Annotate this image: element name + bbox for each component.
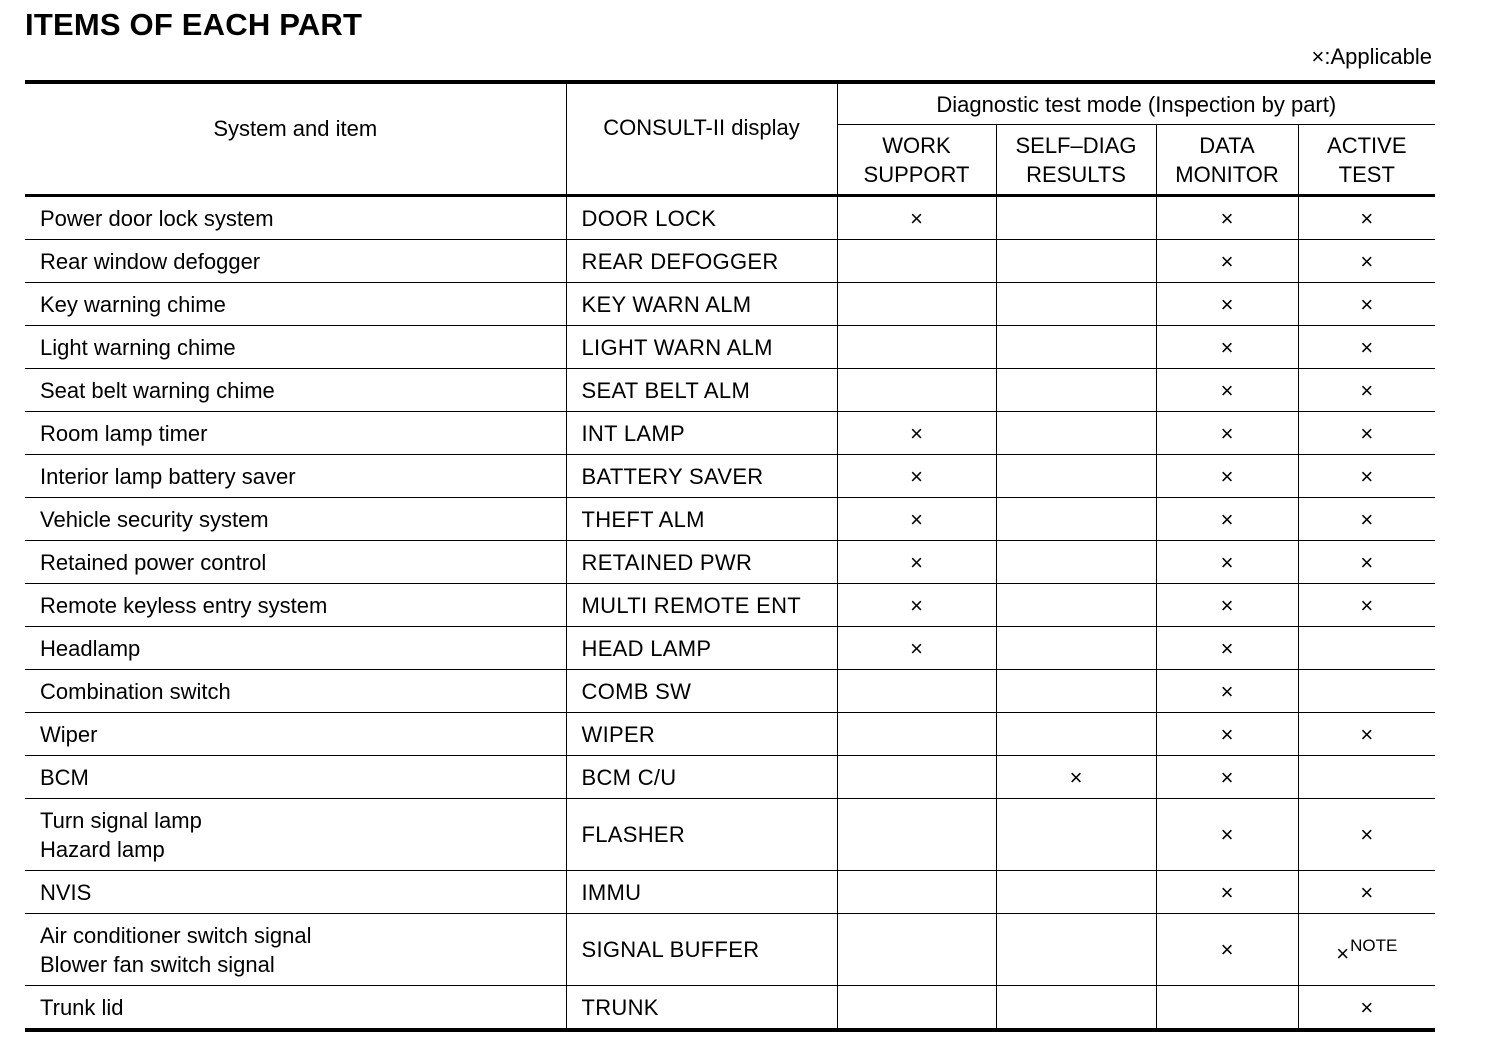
- applicable-mark: ×: [910, 635, 923, 661]
- cell-consult-display: SIGNAL BUFFER: [566, 914, 837, 986]
- cell-self-diag-results: [996, 240, 1156, 283]
- system-item-text: Trunk lid: [40, 994, 124, 1020]
- cell-active-test: [1298, 584, 1435, 627]
- cell-consult-display: FLASHER: [566, 799, 837, 871]
- table-row: [25, 455, 1435, 498]
- cell-active-test: [1298, 713, 1435, 756]
- table-row: [25, 240, 1435, 283]
- system-item-text: Hazard lamp: [40, 836, 165, 862]
- header-self-diag-results-line2: RESULTS: [1026, 161, 1126, 187]
- applicable-mark: ×: [1220, 291, 1234, 317]
- cell-self-diag-results: [996, 871, 1156, 914]
- cell-active-test: [1298, 986, 1435, 1031]
- table-row: [25, 369, 1435, 412]
- header-system-and-item: System and item: [25, 82, 566, 196]
- cell-active-test: [1298, 914, 1435, 986]
- table-row: [25, 914, 1435, 986]
- table-body: [25, 196, 1435, 1031]
- applicable-mark: ×: [1220, 549, 1234, 575]
- cell-consult-display: RETAINED PWR: [566, 541, 837, 584]
- cell-consult-display: TRUNK: [566, 986, 837, 1031]
- cell-active-test: [1298, 196, 1435, 240]
- cell-system-item: [25, 369, 566, 412]
- header-self-diag-results: [996, 125, 1156, 196]
- cell-active-test: [1298, 240, 1435, 283]
- header-active-test-line2: TEST: [1338, 161, 1395, 187]
- cell-self-diag-results: [996, 283, 1156, 326]
- cell-self-diag-results: [996, 455, 1156, 498]
- system-item-text: Room lamp timer: [40, 420, 208, 446]
- cell-self-diag-results: [996, 627, 1156, 670]
- header-consult-display: CONSULT-II display: [566, 82, 837, 196]
- applicable-mark: ×: [1220, 937, 1234, 962]
- applicable-mark: ×: [1220, 678, 1234, 704]
- cell-data-monitor: [1156, 283, 1298, 326]
- cell-system-item: [25, 986, 566, 1031]
- cell-active-test: [1298, 326, 1435, 369]
- applicable-mark: ×: [1220, 248, 1234, 274]
- applicable-mark: ×: [1360, 248, 1374, 274]
- cell-consult-display: IMMU: [566, 871, 837, 914]
- cell-system-item: [25, 871, 566, 914]
- applicable-mark: ×: [1220, 377, 1234, 403]
- cell-consult-display: INT LAMP: [566, 412, 837, 455]
- cell-system-item: [25, 326, 566, 369]
- table-row: [25, 326, 1435, 369]
- cell-consult-display: BATTERY SAVER: [566, 455, 837, 498]
- cell-work-support: [837, 240, 996, 283]
- table-row: [25, 196, 1435, 240]
- applicable-mark: ×: [1220, 879, 1234, 905]
- cell-work-support: [837, 799, 996, 871]
- cell-consult-display: SEAT BELT ALM: [566, 369, 837, 412]
- cell-work-support: [837, 326, 996, 369]
- cell-system-item: [25, 455, 566, 498]
- cell-data-monitor: [1156, 541, 1298, 584]
- cell-work-support: [837, 584, 996, 627]
- table-row: [25, 986, 1435, 1031]
- applicable-mark: ×: [1360, 592, 1374, 618]
- cell-work-support: [837, 670, 996, 713]
- header-work-support-line2: SUPPORT: [863, 161, 970, 187]
- applicable-mark: ×: [1360, 463, 1374, 489]
- header-active-test: [1298, 125, 1435, 196]
- cell-system-item: [25, 283, 566, 326]
- cell-consult-display: DOOR LOCK: [566, 196, 837, 240]
- applicable-mark: ×: [1360, 420, 1374, 446]
- cell-data-monitor: [1156, 713, 1298, 756]
- applicable-mark: ×: [1360, 506, 1374, 532]
- system-item-text: Wiper: [40, 721, 98, 747]
- cell-self-diag-results: [996, 756, 1156, 799]
- system-item-text: Air conditioner switch signal: [40, 922, 312, 948]
- table-row: [25, 541, 1435, 584]
- cell-system-item: [25, 914, 566, 986]
- system-item-text: Vehicle security system: [40, 506, 269, 532]
- cell-work-support: [837, 871, 996, 914]
- table-row: [25, 670, 1435, 713]
- system-item-text: Light warning chime: [40, 334, 236, 360]
- table-row: [25, 799, 1435, 871]
- cell-data-monitor: [1156, 799, 1298, 871]
- header-active-test-line1: ACTIVE: [1327, 132, 1407, 158]
- system-item-text: Combination switch: [40, 678, 231, 704]
- header-data-monitor-line2: MONITOR: [1175, 161, 1279, 187]
- system-item-text: Headlamp: [40, 635, 141, 661]
- cell-data-monitor: [1156, 986, 1298, 1031]
- table-row: [25, 713, 1435, 756]
- cell-work-support: [837, 196, 996, 240]
- cell-active-test: [1298, 455, 1435, 498]
- cell-work-support: [837, 369, 996, 412]
- cell-work-support: [837, 283, 996, 326]
- header-diagnostic-test-mode: Diagnostic test mode (Inspection by part): [837, 82, 1435, 125]
- cell-system-item: [25, 584, 566, 627]
- applicable-mark: ×: [1220, 205, 1234, 231]
- applicable-mark: ×: [1220, 463, 1234, 489]
- cell-active-test: [1298, 498, 1435, 541]
- note-superscript: NOTE: [1350, 936, 1398, 955]
- applicable-mark: ×: [1360, 549, 1374, 575]
- table-row: [25, 756, 1435, 799]
- cell-system-item: [25, 498, 566, 541]
- cell-self-diag-results: [996, 799, 1156, 871]
- applicable-mark: ×: [910, 463, 923, 489]
- cell-consult-display: THEFT ALM: [566, 498, 837, 541]
- system-item-text: Remote keyless entry system: [40, 592, 328, 618]
- cell-system-item: [25, 670, 566, 713]
- cell-active-test: [1298, 799, 1435, 871]
- cell-consult-display: COMB SW: [566, 670, 837, 713]
- cell-active-test: [1298, 369, 1435, 412]
- cell-work-support: [837, 756, 996, 799]
- cell-data-monitor: [1156, 756, 1298, 799]
- cell-work-support: [837, 713, 996, 756]
- cell-system-item: [25, 756, 566, 799]
- cell-work-support: [837, 412, 996, 455]
- system-item-text: Rear window defogger: [40, 248, 261, 274]
- table-row: [25, 871, 1435, 914]
- cell-data-monitor: [1156, 326, 1298, 369]
- cell-data-monitor: [1156, 498, 1298, 541]
- applicable-mark: ×: [1360, 205, 1374, 231]
- applicable-mark: ×: [910, 549, 923, 575]
- table-header: [25, 82, 1435, 196]
- applicable-mark: ×: [1220, 721, 1234, 747]
- cell-system-item: [25, 412, 566, 455]
- cell-data-monitor: [1156, 584, 1298, 627]
- header-data-monitor-line1: DATA: [1199, 132, 1255, 158]
- cell-system-item: [25, 627, 566, 670]
- cell-data-monitor: [1156, 455, 1298, 498]
- legend-applicable: ×:Applicable: [1311, 44, 1432, 69]
- cell-consult-display: HEAD LAMP: [566, 627, 837, 670]
- applicable-mark: ×: [910, 506, 923, 532]
- applicable-mark: ×: [1220, 635, 1234, 661]
- cell-data-monitor: [1156, 240, 1298, 283]
- cell-active-test: [1298, 756, 1435, 799]
- cell-self-diag-results: [996, 713, 1156, 756]
- cell-data-monitor: [1156, 627, 1298, 670]
- cell-consult-display: BCM C/U: [566, 756, 837, 799]
- cell-work-support: [837, 986, 996, 1031]
- system-item-text: NVIS: [40, 879, 92, 905]
- system-item-text: Seat belt warning chime: [40, 377, 275, 403]
- applicable-mark: ×: [1360, 377, 1374, 403]
- system-item-text: Key warning chime: [40, 291, 226, 317]
- cell-active-test: [1298, 283, 1435, 326]
- cell-self-diag-results: [996, 196, 1156, 240]
- cell-active-test: [1298, 541, 1435, 584]
- system-item-text: Blower fan switch signal: [40, 951, 275, 977]
- cell-active-test: [1298, 412, 1435, 455]
- cell-system-item: [25, 541, 566, 584]
- cell-system-item: [25, 240, 566, 283]
- cell-active-test: [1298, 871, 1435, 914]
- cell-self-diag-results: [996, 498, 1156, 541]
- cell-work-support: [837, 498, 996, 541]
- applicable-mark: ×: [1360, 721, 1374, 747]
- cell-consult-display: REAR DEFOGGER: [566, 240, 837, 283]
- applicable-mark: ×: [1336, 941, 1350, 966]
- header-data-monitor: [1156, 125, 1298, 196]
- cell-data-monitor: [1156, 871, 1298, 914]
- applicable-mark: ×: [1220, 506, 1234, 532]
- system-item-text: Power door lock system: [40, 205, 274, 231]
- cell-system-item: [25, 713, 566, 756]
- items-table: [25, 80, 1435, 1032]
- cell-self-diag-results: [996, 326, 1156, 369]
- applicable-mark: ×: [1220, 764, 1234, 790]
- page-title: ITEMS OF EACH PART: [25, 7, 363, 42]
- cell-data-monitor: [1156, 369, 1298, 412]
- table-row: [25, 627, 1435, 670]
- applicable-mark: ×: [1069, 764, 1083, 790]
- cell-data-monitor: [1156, 914, 1298, 986]
- header-work-support-line1: WORK: [882, 132, 951, 158]
- applicable-mark: ×: [1220, 334, 1234, 360]
- cell-self-diag-results: [996, 670, 1156, 713]
- cell-self-diag-results: [996, 584, 1156, 627]
- applicable-mark: ×: [910, 205, 923, 231]
- applicable-mark: ×: [910, 592, 923, 618]
- applicable-mark: ×: [1360, 994, 1374, 1020]
- applicable-mark: ×: [1360, 879, 1374, 905]
- cell-work-support: [837, 455, 996, 498]
- cell-work-support: [837, 541, 996, 584]
- cell-self-diag-results: [996, 541, 1156, 584]
- cell-active-test: [1298, 627, 1435, 670]
- applicable-mark: ×: [910, 420, 923, 446]
- cell-active-test: [1298, 670, 1435, 713]
- system-item-text: Interior lamp battery saver: [40, 463, 296, 489]
- table-row: [25, 412, 1435, 455]
- cell-self-diag-results: [996, 369, 1156, 412]
- applicable-mark: ×: [1220, 420, 1234, 446]
- applicable-mark: ×: [1220, 822, 1234, 847]
- header-work-support: [837, 125, 996, 196]
- header-self-diag-results-line1: SELF–DIAG: [1015, 132, 1137, 158]
- cell-self-diag-results: [996, 914, 1156, 986]
- table-row: [25, 283, 1435, 326]
- applicable-mark: ×: [1360, 334, 1374, 360]
- system-item-text: Retained power control: [40, 549, 267, 575]
- system-item-text: BCM: [40, 764, 89, 790]
- system-item-text: Turn signal lamp: [40, 807, 202, 833]
- cell-consult-display: KEY WARN ALM: [566, 283, 837, 326]
- cell-work-support: [837, 627, 996, 670]
- table-row: [25, 498, 1435, 541]
- cell-consult-display: LIGHT WARN ALM: [566, 326, 837, 369]
- applicable-mark: ×: [1360, 291, 1374, 317]
- cell-consult-display: WIPER: [566, 713, 837, 756]
- cell-system-item: [25, 196, 566, 240]
- applicable-mark: ×: [1360, 822, 1374, 847]
- cell-work-support: [837, 914, 996, 986]
- table-row: [25, 584, 1435, 627]
- cell-data-monitor: [1156, 196, 1298, 240]
- cell-data-monitor: [1156, 670, 1298, 713]
- cell-consult-display: MULTI REMOTE ENT: [566, 584, 837, 627]
- cell-system-item: [25, 799, 566, 871]
- cell-self-diag-results: [996, 986, 1156, 1031]
- applicable-mark: ×: [1220, 592, 1234, 618]
- cell-data-monitor: [1156, 412, 1298, 455]
- cell-self-diag-results: [996, 412, 1156, 455]
